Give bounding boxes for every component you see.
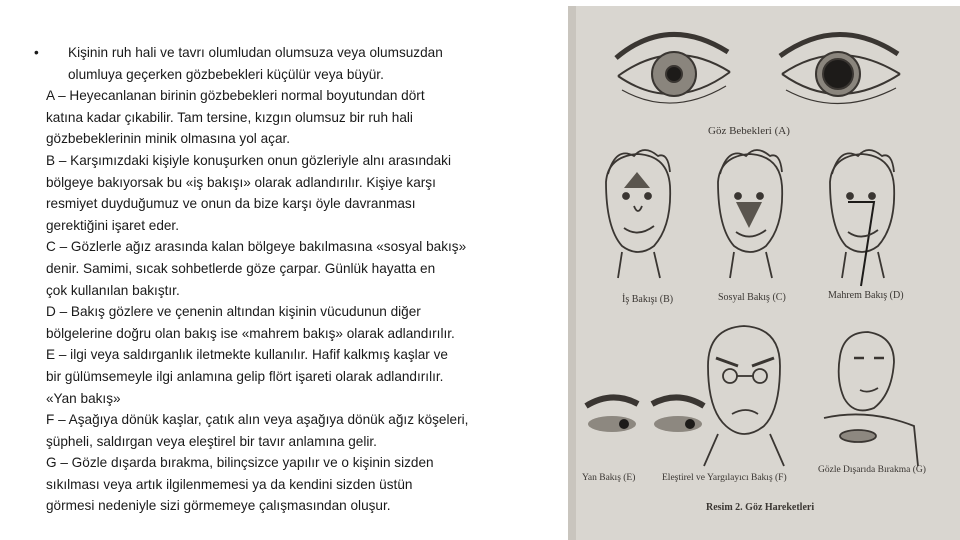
text-line: A – Heyecanlanan birinin gözbebekleri normal boyutundan dört <box>46 88 425 104</box>
eye-movements-figure <box>568 6 960 540</box>
bullet-symbol: • <box>34 45 39 60</box>
text-line: gerektiğini işaret eder. <box>46 217 179 233</box>
caption-intimate: Mahrem Bakış (D) <box>828 290 904 301</box>
text-line: F – Aşağıya dönük kaşlar, çatık alın veya aşağıya dönük ağız köşeleri, <box>46 412 469 428</box>
text-line: görmesi nedeniyle sizi görmemeye çalışmasından oluşur. <box>46 498 391 514</box>
caption-social: Sosyal Bakış (C) <box>718 292 786 303</box>
text-line: çok kullanılan bakıştır. <box>46 282 180 298</box>
caption-shutout: Gözle Dışarıda Bırakma (G) <box>818 465 926 475</box>
bullet-item <box>34 42 556 85</box>
text-line: E – ilgi veya saldırganlık iletmekte kullanılır. Hafif kalkmış kaşlar ve <box>46 347 448 363</box>
text-panel <box>34 42 556 517</box>
text-line: D – Bakış gözlere ve çenenin altından kişinin vücudunun diğer <box>46 304 421 320</box>
text-line: bölgelerine doğru olan bakış ise «mahrem bakış» olarak adlandırılır. <box>46 325 455 341</box>
caption-sideways: Yan Bakış (E) <box>582 473 636 483</box>
bullet-line-2: olumluya geçerken gözbebekleri küçülür veya büyür. <box>68 66 384 82</box>
figure-title: Resim 2. Göz Hareketleri <box>706 502 815 513</box>
text-line: denir. Samimi, sıcak sohbetlerde göze çarpar. Günlük hayatta en <box>46 260 436 276</box>
caption-critical: Eleştirel ve Yargılayıcı Bakış (F) <box>662 473 787 483</box>
text-line: şüpheli, saldırgan veya eleştirel bir tavır anlamına gelir. <box>46 433 377 449</box>
text-line: gözbebeklerinin minik olmasına yol açar. <box>46 131 291 147</box>
text-line: C – Gözlerle ağız arasında kalan bölgeye bakılmasına «sosyal bakış» <box>46 239 467 255</box>
text-line: resmiyet duyduğumuz ve onun da bize karşı öyle davranması <box>46 196 416 212</box>
text-line: katına kadar çıkabilir. Tam tersine, kızgın olumsuz bir ruh hali <box>46 109 413 125</box>
text-line: B – Karşımızdaki kişiyle konuşurken onun gözleriyle alnı arasındaki <box>46 152 451 168</box>
bullet-line-1: Kişinin ruh hali ve tavrı olumludan olumsuza veya olumsuzdan <box>68 45 443 60</box>
text-line: G – Gözle dışarda bırakma, bilinçsizce yapılır ve o kişinin sizden <box>46 455 434 471</box>
caption-pupils: Göz Bebekleri (A) <box>708 125 790 137</box>
text-line: sıkılması veya artık ilgilenmemesi ya da kendini sizden üstün <box>46 476 413 492</box>
text-line: bir gülümsemeyle ilgi anlamına gelip flört işareti olarak adlandırılır. <box>46 368 444 384</box>
caption-business: İş Bakışı (B) <box>622 294 674 305</box>
text-line: bölgeye bakıyorsak bu «iş bakışı» olarak adlandırılır. Kişiye karşı <box>46 174 436 190</box>
text-line: «Yan bakış» <box>46 390 121 406</box>
